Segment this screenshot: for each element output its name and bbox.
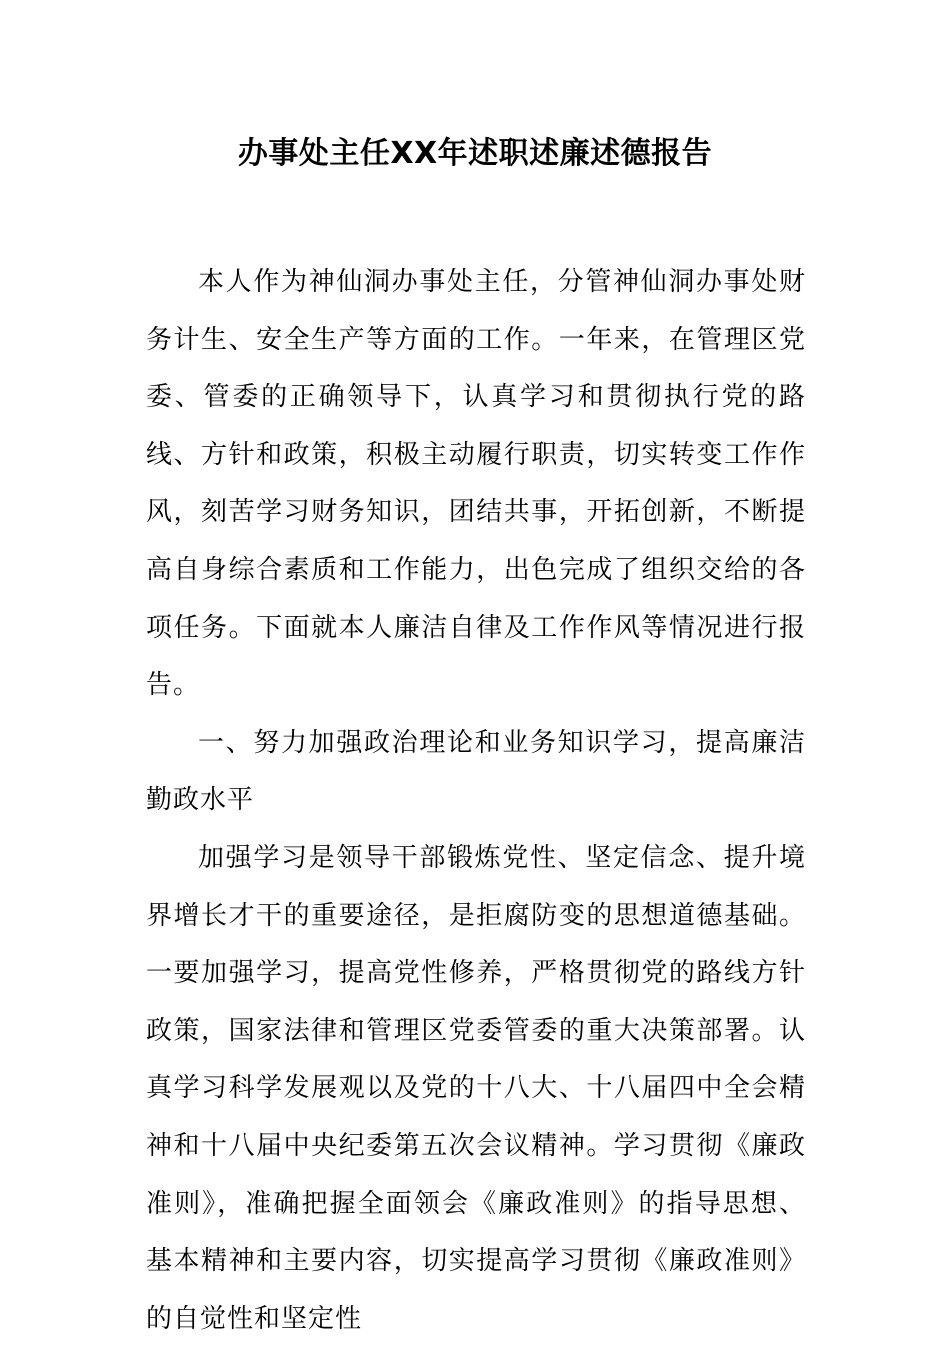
- document-title: 办事处主任XX年述职述廉述德报告: [237, 136, 713, 171]
- section-heading-1: 一、努力加强政治理论和业务知识学习，提高廉洁勤政水平: [146, 727, 806, 816]
- paragraph-study: 加强学习是领导干部锻炼党性、坚定信念、提升境界增长才干的重要途径，是拒腐防变的思想道德基础。一要加强学习，提高党性修养，严格贯彻党的路线方针政策，国家法律和管理区党委管委的重大决策部署。认真学习科学发展观以及党的十八大、十八届四中全会精神和十八届中央纪委第五次会议精神。学习贯彻《廉政准则》，准确把握全面领会《廉政准则》的指导思想、基本精神和主要内容，切实提高学习贯彻《廉政准则》的自觉性和坚定性: [146, 842, 806, 1334]
- paragraph-intro: 本人作为神仙洞办事处主任，分管神仙洞办事处财务计生、安全生产等方面的工作。一年来，在管理区党委、管委的正确领导下，认真学习和贯彻执行党的路线、方针和政策，积极主动履行职责，切实转变工作作风，刻苦学习财务知识，团结共事，开拓创新，不断提高自身综合素质和工作能力，出色完成了组织交给的各项任务。下面就本人廉洁自律及工作作风等情况进行报告。: [146, 267, 806, 701]
- document-body: [146, 254, 806, 1348]
